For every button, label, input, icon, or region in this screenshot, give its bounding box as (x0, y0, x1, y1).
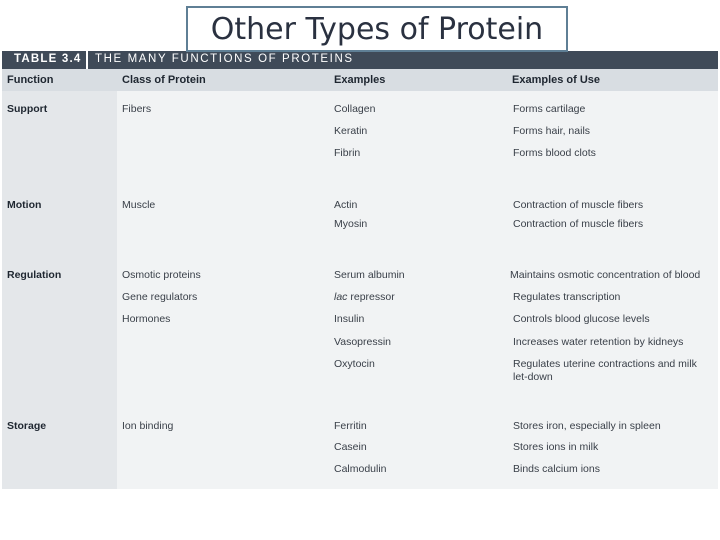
example-cell: Collagen (334, 103, 376, 115)
use-cell: Contraction of muscle fibers (513, 218, 644, 230)
example-cell: Actin (334, 199, 358, 211)
use-cell: Increases water retention by kidneys (513, 336, 684, 348)
class-cell: Muscle (122, 199, 156, 211)
example-cell: Insulin (334, 313, 365, 325)
use-cell: Regulates transcription (513, 291, 621, 303)
example-cell: Keratin (334, 125, 368, 137)
class-cell: Hormones (122, 313, 171, 325)
example-cell: Fibrin (334, 147, 361, 159)
table-number: TABLE 3.4 (14, 53, 82, 65)
header-use: Examples of Use (512, 74, 601, 86)
class-cell: Ion binding (122, 420, 174, 432)
table-header-row (2, 69, 718, 91)
header-function: Function (7, 74, 54, 86)
function-motion: Motion (7, 199, 42, 211)
use-cell: Controls blood glucose levels (513, 313, 650, 325)
example-cell: Vasopressin (334, 336, 392, 348)
use-cell: Stores iron, especially in spleen (513, 420, 661, 432)
use-cell: Stores ions in milk (513, 441, 599, 453)
example-rest-part: repressor (347, 291, 395, 303)
use-cell: Contraction of muscle fibers (513, 199, 644, 211)
use-cell: Forms hair, nails (513, 125, 591, 137)
table-banner (2, 51, 718, 69)
banner-divider (86, 51, 88, 69)
slide-title: Other Types of Protein (186, 6, 568, 52)
header-class: Class of Protein (122, 74, 206, 86)
function-support: Support (7, 103, 48, 115)
example-cell: Calmodulin (334, 463, 387, 475)
example-cell (334, 291, 395, 303)
function-regulation: Regulation (7, 269, 62, 281)
example-cell: Oxytocin (334, 358, 375, 370)
example-cell: Myosin (334, 218, 368, 230)
class-cell: Gene regulators (122, 291, 198, 303)
class-cell: Osmotic proteins (122, 269, 201, 281)
use-cell: Binds calcium ions (513, 463, 600, 475)
example-cell: Serum albumin (334, 269, 405, 281)
table-title: THE MANY FUNCTIONS OF PROTEINS (95, 53, 354, 65)
example-italic-part: lac (334, 291, 348, 303)
example-cell: Ferritin (334, 420, 367, 432)
example-cell: Casein (334, 441, 367, 453)
use-cell: Regulates uterine contractions and milk let-down (513, 358, 697, 383)
use-cell: Forms cartilage (513, 103, 586, 115)
function-storage: Storage (7, 420, 47, 432)
header-examples: Examples (334, 74, 386, 86)
use-cell: Forms blood clots (513, 147, 596, 159)
class-cell: Fibers (122, 103, 152, 115)
use-cell: Maintains osmotic concentration of blood (510, 269, 701, 281)
